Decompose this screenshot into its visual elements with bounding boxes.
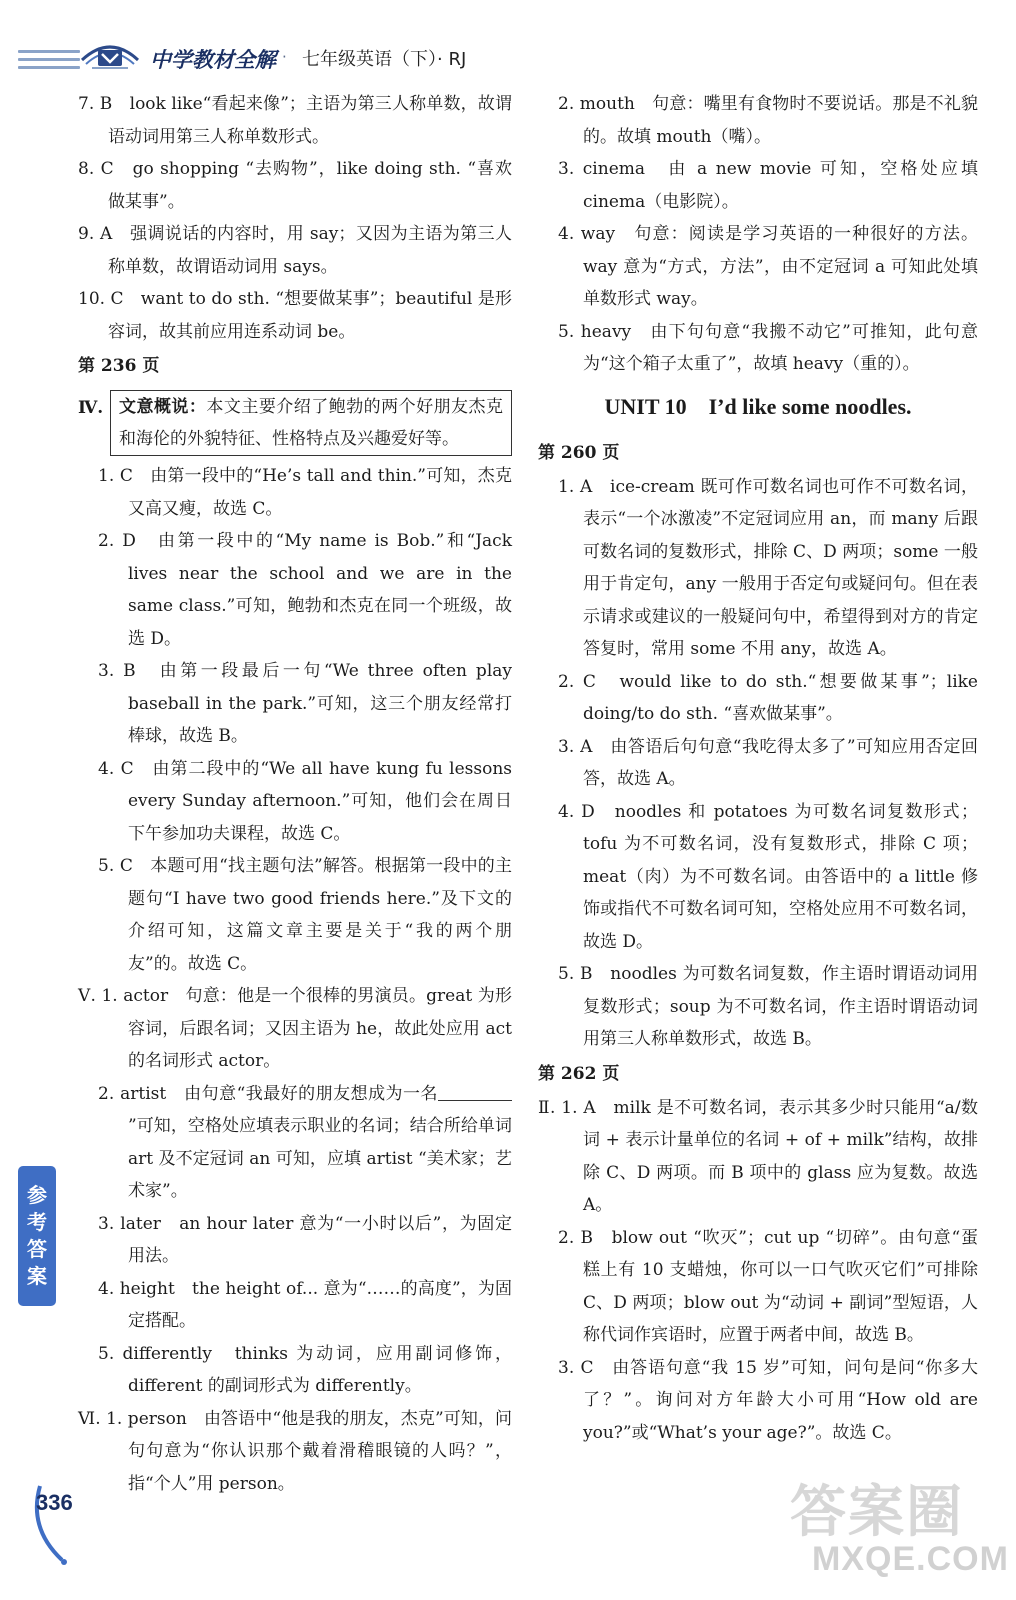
- summary-label: 文意概说：: [119, 397, 207, 417]
- book-logo-icon: [78, 30, 142, 74]
- page-number: 336: [36, 1490, 73, 1515]
- answer-item: 1. A ice-cream 既可作可数名词也可作不可数名词，表示“一个冰激凌”不定冠词应用 an，而 many 后跟可数名词的复数形式，排除 C、D 两项；some 一般用于肯定句，any 一般用于否定句或疑问句。但在表示请求或建议的一般疑问句中，希望得到对方的肯定答复时，常用 some 不用 any，故选 A。: [558, 476, 978, 659]
- answer-item: 7. B look like“看起来像”；主语为第三人称单数，故谓语动词用第三人称单数形式。: [78, 94, 512, 147]
- answer-item: 3. A 由答语后句句意“我吃得太多了”可知应用否定回答，故选 A。: [558, 736, 978, 789]
- summary-text: 本文主要介绍了鲍勃的两个好朋友杰克和海伦的外貌特征、性格特点及兴趣爱好等。: [119, 397, 504, 449]
- answer-item: 4. height the height of... 意为“……的高度”，为固定搭配。: [98, 1278, 512, 1331]
- page-reference: 第 236 页: [78, 356, 160, 376]
- page-reference: 第 260 页: [538, 442, 620, 463]
- answer-item: Ⅱ. 1. A milk 是不可数名词，表示其多少时只能用“a/数词 + 表示计量单位的名词 + of + milk”结构，故排除 C、D 两项。而 B 项中的 glass 应为复数。故选 A。: [538, 1097, 978, 1215]
- answer-item: 2. D 由第一段中的“My name is Bob.”和“Jack lives near the school and we are in the same class.”可知，鲍勃和杰克在同一个班级，故选 D。: [98, 531, 512, 649]
- answer-item: 10. C want to do sth. “想要做某事”；beautiful 是形容词，故其前应用连系动词 be。: [78, 289, 512, 342]
- watermark-url: MXQE.COM: [812, 1540, 1009, 1578]
- answer-item: 9. A 强调说话的内容时，用 say；又因为主语为第三人称单数，故谓语动词用 says。: [78, 224, 512, 277]
- answer-item: 4. way 句意：阅读是学习英语的一种很好的方法。way 意为“方式，方法”，由不定冠词 a 可知此处填单数形式 way。: [558, 224, 978, 309]
- reference-answers-tab: [18, 1166, 56, 1306]
- summary-section: [78, 390, 512, 456]
- answer-text: ”可知，空格处应填表示职业的名词；结合所给单词 art 及不定冠词 an 可知，应填 artist “美术家；艺术家”。: [128, 1116, 512, 1201]
- header-separator: ·: [282, 48, 287, 66]
- book-title: 中学教材全解: [150, 48, 276, 72]
- left-column: [78, 88, 512, 1500]
- answer-item: Ⅴ. 1. actor 句意：他是一个很棒的男演员。great 为形容词，后跟名词；又因主语为 he，故此处应用 act 的名词形式 actor。: [78, 986, 512, 1071]
- answer-item: 5. differently thinks 为动词，应用副词修饰，different 的副词形式为 differently。: [98, 1343, 512, 1396]
- answer-item: 3. C 由答语句意“我 15 岁”可知，问句是问“你多大了？”。询问对方年龄大小可用“How old are you?”或“What’s your age?”。故选 C。: [558, 1357, 978, 1443]
- header-decorative-lines: [18, 50, 80, 74]
- answer-item: 5. heavy 由下句句意“我搬不动它”可推知，此句意为“这个箱子太重了”，故填 heavy（重的）。: [558, 321, 978, 374]
- summary-box: [110, 390, 512, 456]
- right-column: [538, 88, 978, 1449]
- page-reference: 第 262 页: [538, 1063, 620, 1084]
- side-tab-label: 参考答案: [27, 1183, 47, 1288]
- page-header: [0, 0, 1016, 80]
- answer-item: 4. D noodles 和 potatoes 为可数名词复数形式；tofu 为不可数名词，没有复数形式，排除 C 项；meat（肉）为不可数名词。由答语中的 a little 修饰或指代不可数名词可知，空格处应用不可数名词，故选 D。: [558, 801, 978, 952]
- answer-item: 1. C 由第一段中的“He’s tall and thin.”可知，杰克又高又瘦，故选 C。: [98, 466, 512, 519]
- answer-item: 3. later an hour later 意为“一小时以后”，为固定用法。: [98, 1213, 512, 1266]
- answer-text: 2. artist 由句意“我最好的朋友想成为一名: [98, 1083, 438, 1104]
- answer-item: 2. mouth 句意：嘴里有食物时不要说话。那是不礼貌的。故填 mouth（嘴）。: [558, 94, 978, 147]
- blank-line: [438, 1078, 512, 1101]
- answer-item: 3. B 由第一段最后一句“We three often play baseball in the park.”可知，这三个朋友经常打棒球，故选 B。: [98, 661, 512, 746]
- answer-item: 5. C 本题可用“找主题句法”解答。根据第一段中的主题句“I have two good friends here.”及下文的介绍可知，这篇文章主要是关于“我的两个朋友”的。故选 C。: [98, 856, 512, 974]
- answer-item: 3. cinema 由 a new movie 可知，空格处应填 cinema（电影院）。: [558, 159, 978, 212]
- section-number: Ⅳ.: [78, 398, 104, 418]
- answer-item: 5. B noodles 为可数名词复数，作主语时谓语动词用复数形式；soup 为不可数名词，作主语时谓语动词用第三人称单数形式，故选 B。: [558, 964, 978, 1049]
- unit-heading: UNIT 10 I’d like some noodles.: [604, 393, 912, 419]
- answer-item: 4. C 由第二段中的“We all have kung fu lessons every Sunday afternoon.”可知，他们会在周日下午参加功夫课程，故选 C。: [98, 758, 512, 844]
- answer-item: 2. B blow out “吹灭”；cut up “切碎”。由句意“蛋糕上有 10 支蜡烛，你可以一口气吹灭它们”可排除 C、D 两项；blow out 为“动词 + 副词”型短语，人称代词作宾语时，应置于两者中间，故选 B。: [558, 1227, 978, 1345]
- book-subtitle: 七年级英语（下）· RJ: [302, 49, 467, 70]
- answer-item: 8. C go shopping “去购物”，like doing sth. “喜欢做某事”。: [78, 159, 512, 212]
- answer-item: [78, 1078, 512, 1208]
- watermark-logo: 答案圈: [790, 1480, 964, 1545]
- answer-item: Ⅵ. 1. person 由答语中“他是我的朋友，杰克”可知，问句句意为“你认识那个戴着滑稽眼镜的人吗？”，指“个人”用 person。: [78, 1408, 512, 1494]
- answer-item: 2. C would like to do sth.“想要做某事”；like doing/to do sth. “喜欢做某事”。: [558, 671, 978, 724]
